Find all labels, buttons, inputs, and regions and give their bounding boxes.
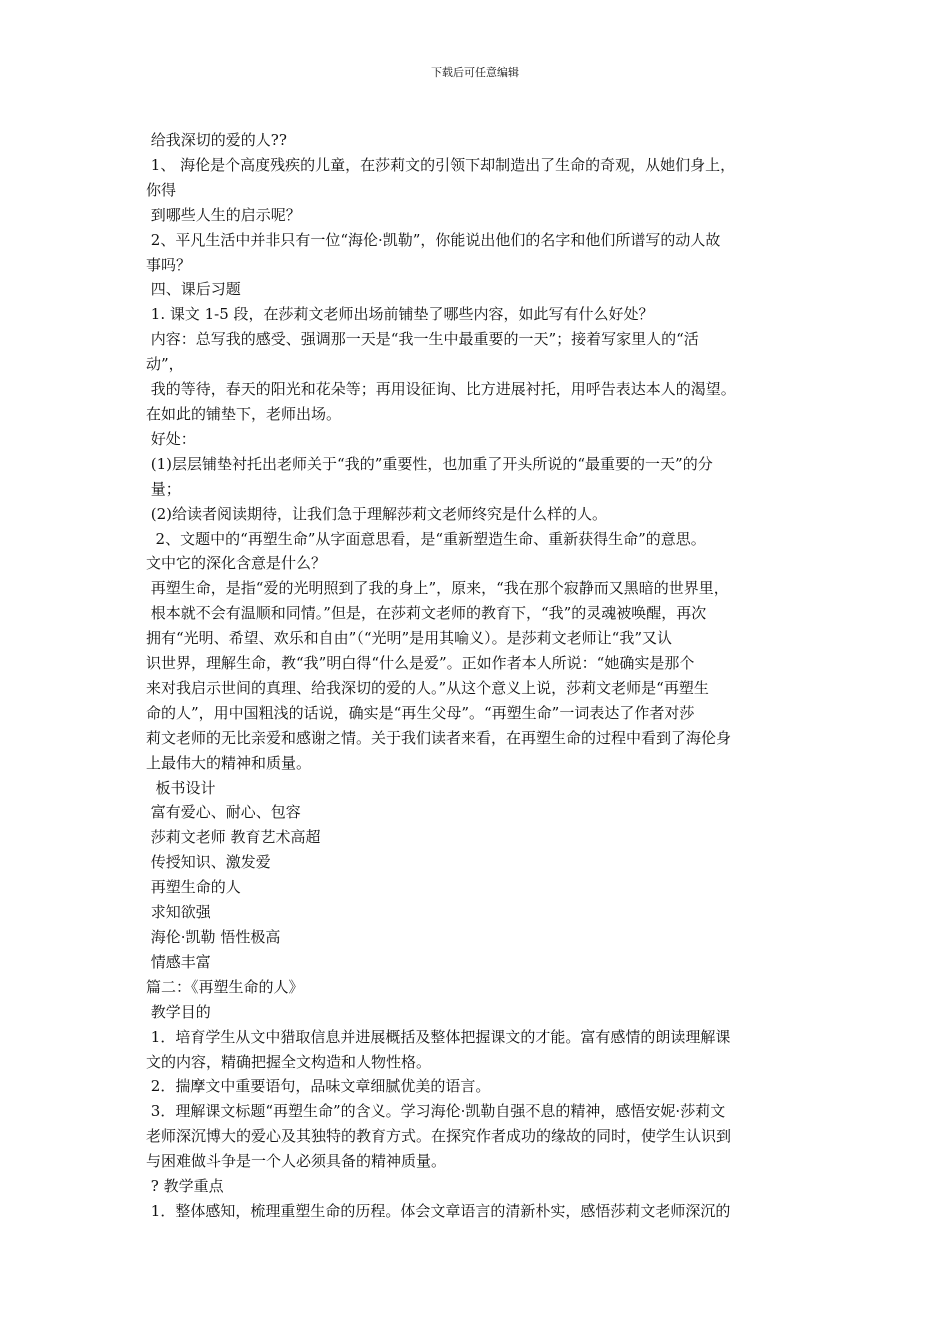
- text-line: 动”，: [146, 355, 184, 374]
- text-line: 来对我启示世间的真理、给我深切的爱的人。”从这个意义上说，莎莉文老师是“再塑生: [146, 678, 709, 697]
- text-line: 2．揣摩文中重要语句，品味文章细腻优美的语言。: [146, 1077, 491, 1096]
- text-line: 文中它的深化含意是什么？: [146, 554, 327, 573]
- text-line: 识世界，理解生命，教“我”明白得“什么是爱”。正如作者本人所说：“她确实是那个: [146, 654, 695, 673]
- text-line: 富有爱心、耐心、包容: [146, 803, 301, 822]
- text-line: 2、文题中的“再塑生命”从字面意思看，是“重新塑造生命、重新获得生命”的意思。: [146, 529, 706, 548]
- text-line: 莉文老师的无比亲爱和感谢之情。关于我们读者来看，在再塑生命的过程中看到了海伦身: [146, 728, 732, 747]
- text-line: 板书设计: [146, 778, 216, 797]
- text-line: 在如此的铺垫下，老师出场。: [146, 404, 342, 423]
- text-line: 求知欲强: [146, 903, 211, 922]
- text-line: 根本就不会有温顺和同情。”但是，在莎莉文老师的教育下，“我”的灵魂被唤醒，再次: [146, 604, 707, 623]
- text-line: 莎莉文老师 教育艺术高超: [146, 828, 321, 847]
- text-line: 再塑生命的人: [146, 878, 241, 897]
- text-line: 事吗？: [146, 255, 192, 274]
- text-line: ? 教学重点: [146, 1177, 224, 1196]
- text-line: (1)层层铺垫衬托出老师关于“我的”重要性，也加重了开头所说的“最重要的一天”的分: [146, 454, 713, 473]
- text-line: 量；: [146, 479, 181, 498]
- text-line: 我的等待，春天的阳光和花朵等；再用设征询、比方进展衬托，用呼告表达本人的渴望。: [146, 380, 736, 399]
- page-header: 下载后可任意编辑: [431, 66, 519, 79]
- document-body: [146, 128, 810, 1224]
- text-line: (2)给读者阅读期待，让我们急于理解莎莉文老师终究是什么样的人。: [146, 504, 608, 523]
- text-line: 海伦·凯勒 悟性极高: [146, 928, 281, 946]
- text-line: 好处：: [146, 429, 196, 448]
- text-line: 篇二：《再塑生命的人》: [146, 977, 304, 996]
- text-line: 1．整体感知，梳理重塑生命的历程。体会文章语言的清新朴实，感悟莎莉文老师深沉的: [146, 1201, 731, 1220]
- text-line: 上最伟大的精神和质量。: [146, 753, 312, 772]
- text-line: 拥有“光明、希望、欢乐和自由”（“光明”是用其喻义）。是莎莉文老师让“我”又认: [146, 629, 673, 648]
- text-line: 再塑生命，是指“爱的光明照到了我的身上”，原来，“我在那个寂静而又黑暗的世界里，: [146, 579, 729, 598]
- text-line: 四、课后习题: [146, 280, 241, 299]
- text-line: 命的人”，用中国粗浅的话说，确实是“再生父母”。“再塑生命”一词表达了作者对莎: [146, 703, 695, 722]
- text-line: 3．理解课文标题“再塑生命”的含义。学习海伦·凯勒自强不息的精神，感悟安妮·莎莉文: [146, 1102, 726, 1121]
- text-line: 1、 海伦是个高度残疾的儿童，在莎莉文的引领下却制造出了生命的奇观，从她们身上，: [146, 155, 736, 174]
- text-line: 你得: [146, 180, 177, 199]
- text-line: 到哪些人生的启示呢？: [146, 205, 301, 224]
- text-line: 1．培育学生从文中猎取信息并进展概括及整体把握课文的才能。富有感情的朗读理解课: [146, 1027, 731, 1046]
- text-line: 2、平凡生活中并非只有一位“海伦·凯勒”，你能说出他们的名字和他们所谱写的动人故: [146, 230, 721, 249]
- text-line: 教学目的: [146, 1002, 211, 1021]
- text-line: 与困难做斗争是一个人必须具备的精神质量。: [146, 1152, 447, 1171]
- text-line: 老师深沉博大的爱心及其独特的教育方式。在探究作者成功的缘故的同时，使学生认识到: [146, 1127, 732, 1146]
- text-line: 情感丰富: [146, 952, 211, 971]
- text-line: 1. 课文 1-5 段，在莎莉文老师出场前铺垫了哪些内容，如此写有什么好处？: [146, 305, 654, 324]
- text-line: 给我深切的爱的人??: [146, 131, 287, 149]
- text-line: 传授知识、激发爱: [146, 853, 271, 872]
- text-line: 文的内容，精确把握全文构造和人物性格。: [146, 1052, 432, 1071]
- text-line: 内容：总写我的感受、强调那一天是“我一生中最重要的一天”；接着写家里人的“活: [146, 330, 699, 349]
